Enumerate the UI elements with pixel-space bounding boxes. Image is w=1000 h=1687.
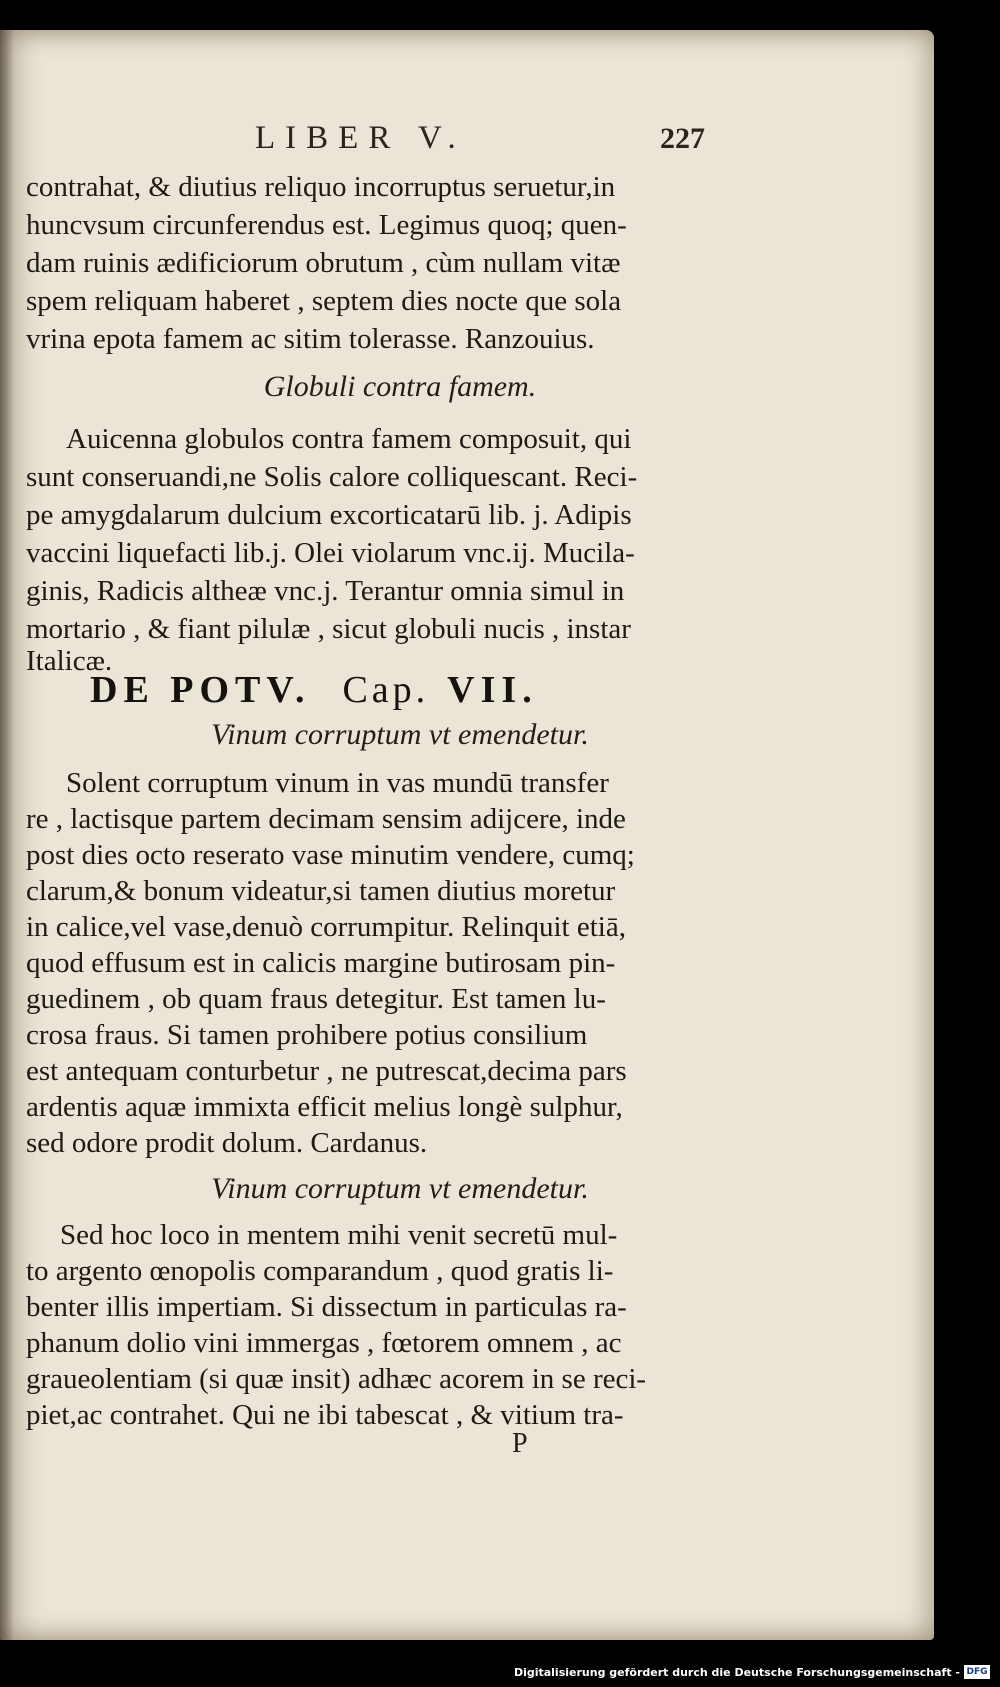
text-line: guedinem , ob quam fraus detegitur. Est tamen lu- [26, 983, 606, 1015]
text-line: dam ruinis ædificiorum obrutum , cùm nullam vitæ [26, 247, 621, 279]
text-line: re , lactisque partem decimam sensim adijcere, inde [26, 803, 626, 835]
chapter-number: VII. [447, 669, 538, 711]
text-line: quod effusum est in calicis margine butirosam pin- [26, 947, 616, 979]
section-heading: Vinum corruptum vt emendetur. [211, 1172, 589, 1205]
text-line: crosa fraus. Si tamen prohibere potius consilium [26, 1019, 588, 1051]
text-line: phanum dolio vini immergas , fœtorem omnem , ac [26, 1327, 622, 1359]
text-line: mortario , & fiant pilulæ , sicut globuli nucis , instar [26, 613, 631, 645]
text-line: benter illis impertiam. Si dissectum in particulas ra- [26, 1291, 627, 1323]
text-line: clarum,& bonum videatur,si tamen diutius moretur [26, 875, 616, 907]
text-line: ardentis aquæ immixta efficit melius longè sulphur, [26, 1091, 623, 1123]
chapter-title [90, 668, 538, 712]
text-line: Auicenna globulos contra famem composuit, qui [66, 423, 632, 455]
digitization-footer [514, 1662, 990, 1682]
chapter-cap-label: Cap. [342, 669, 430, 711]
text-line: est antequam conturbetur , ne putrescat,decima pars [26, 1055, 627, 1087]
text-line: huncvsum circunferendus est. Legimus quoq; quen- [26, 209, 627, 241]
text-line: Sed hoc loco in mentem mihi venit secretū mul- [60, 1219, 618, 1251]
running-header [0, 120, 934, 170]
text-line: sunt conseruandi,ne Solis calore colliquescant. Reci- [26, 461, 638, 493]
text-line: pe amygdalarum dulcium excorticatarū lib. j. Adipis [26, 499, 632, 531]
text-line: spem reliquam haberet , septem dies nocte que sola [26, 285, 622, 317]
text-line: post dies octo reserato vase minutim vendere, cumq; [26, 839, 635, 871]
text-line: vaccini liquefacti lib.j. Olei violarum vnc.ij. Mucila- [26, 537, 635, 569]
running-title: LIBER V. [255, 120, 466, 156]
text-line: in calice,vel vase,denuò corrumpitur. Relinquit etiā, [26, 911, 626, 943]
text-line: Italicæ. [26, 645, 113, 677]
section-heading: Globuli contra famem. [263, 370, 537, 403]
text-line: Solent corruptum vinum in vas mundū transfer [66, 767, 609, 799]
chapter-name: DE POTV. [90, 669, 311, 711]
page-number: 227 [660, 122, 705, 155]
text-line: to argento œnopolis comparandum , quod gratis li- [26, 1255, 614, 1287]
footer-credit: Digitalisierung gefördert durch die Deutsche Forschungsgemeinschaft - [513, 1665, 960, 1679]
book-page [0, 30, 934, 1640]
text-line: ginis, Radicis altheæ vnc.j. Terantur omnia simul in [26, 575, 625, 607]
text-line: graueolentiam (si quæ insit) adhæc acorem in se reci- [26, 1363, 647, 1395]
page-gutter-shadow [0, 30, 14, 1640]
section-heading: Vinum corruptum vt emendetur. [211, 718, 589, 751]
text-line: sed odore prodit dolum. Cardanus. [26, 1127, 428, 1159]
catchword: P [512, 1428, 528, 1459]
text-line: contrahat, & diutius reliquo incorruptus seruetur,in [26, 171, 616, 203]
dfg-logo-icon: DFG [964, 1665, 990, 1679]
text-line: piet,ac contrahet. Qui ne ibi tabescat , & vitium tra- [26, 1399, 624, 1431]
text-line: vrina epota famem ac sitim tolerasse. Ranzouius. [26, 323, 595, 355]
